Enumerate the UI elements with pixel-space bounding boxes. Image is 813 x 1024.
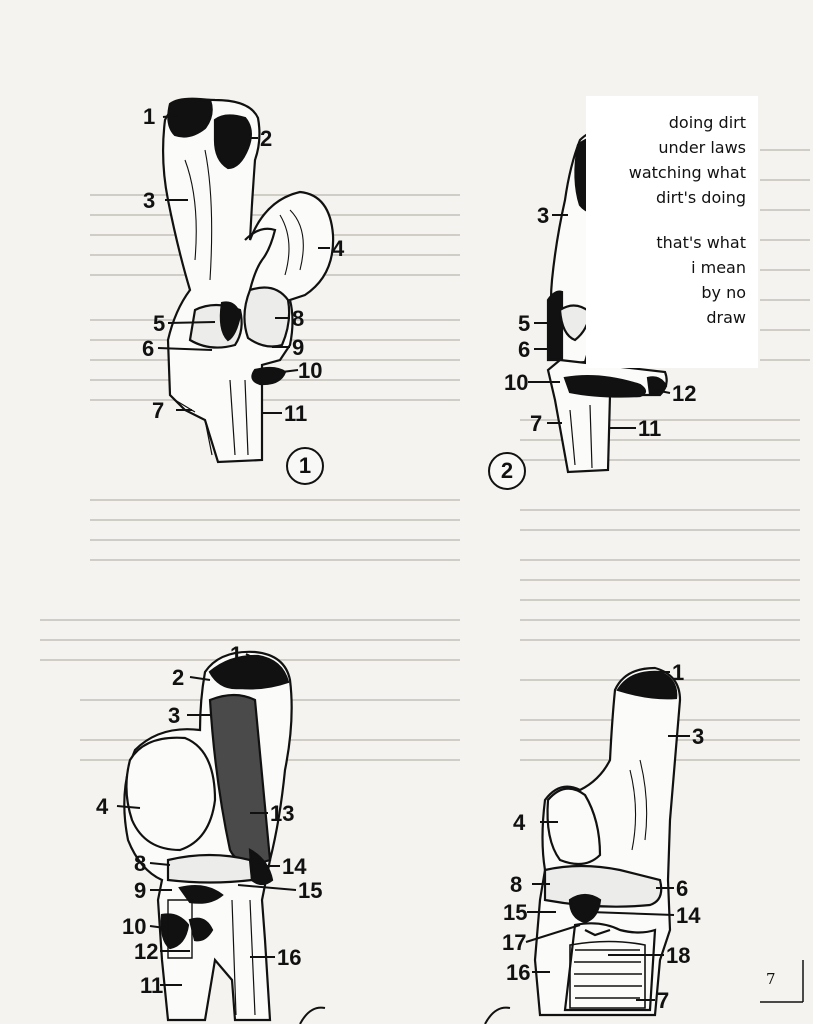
page-number: 7 [766,970,776,988]
fig1-label-7: 7 [152,398,165,423]
poem-line: draw [706,308,746,327]
fig3-label-14: 14 [282,854,307,879]
fig1-label-1: 1 [143,104,156,129]
poem-line: under laws [658,138,746,157]
fig4-label-17: 17 [502,930,527,955]
fig4-label-15: 15 [503,900,528,925]
fig3-label-9: 9 [134,878,147,903]
poem-line: by no [701,283,746,302]
poem-line: dirt's doing [656,188,746,207]
figure-1-bone [163,99,333,462]
fig1-label-10: 10 [298,358,323,383]
fig1-label-6: 6 [142,336,155,361]
poem-line: doing dirt [668,113,746,132]
fig1-label-8: 8 [292,306,305,331]
fig4-label-14: 14 [676,903,701,928]
poem-line: watching what [628,163,746,182]
fig4-label-18: 18 [666,943,691,968]
fig4-label-4: 4 [513,810,526,835]
stanza-gap [586,210,746,230]
fig2-label-7: 7 [530,411,543,436]
fig1-label-5: 5 [153,311,166,336]
poem-line: that's what [656,233,746,252]
fig3-label-1: 1 [230,642,243,667]
fig1-label-11: 11 [284,401,308,426]
poem-line: i mean [691,258,746,277]
fig2-label-12: 12 [672,381,697,406]
fig3-label-2: 2 [172,665,185,690]
fig3-label-10: 10 [122,914,147,939]
fig2-label-11: 11 [638,416,662,441]
poem-patch [586,96,758,368]
fig3-label-8: 8 [134,851,147,876]
fig1-label-9: 9 [292,335,305,360]
fig1-label-4: 4 [332,236,345,261]
fig3-label-11: 11 [140,973,164,998]
fig2-label-3: 3 [537,203,550,228]
fig2-label-6: 6 [518,337,531,362]
fig3-label-15: 15 [298,878,323,903]
figure-3-bone [124,652,291,1020]
fig1-label-2: 2 [260,126,273,151]
figure-2-number: 2 [488,452,526,490]
fig3-label-13: 13 [270,801,295,826]
figure-1-number: 1 [286,447,324,485]
fig3-label-16: 16 [277,945,302,970]
fig4-label-7: 7 [657,988,670,1013]
fig3-label-3: 3 [168,703,181,728]
fig3-label-12: 12 [134,939,159,964]
fig1-label-3: 3 [143,188,156,213]
fig3-label-4: 4 [96,794,109,819]
fig4-label-6: 6 [676,876,689,901]
fig4-label-3: 3 [692,724,705,749]
fig4-label-8: 8 [510,872,523,897]
fig2-label-10: 10 [504,370,529,395]
fig2-label-5: 5 [518,311,531,336]
fig4-label-1: 1 [672,660,685,685]
fig4-label-16: 16 [506,960,531,985]
